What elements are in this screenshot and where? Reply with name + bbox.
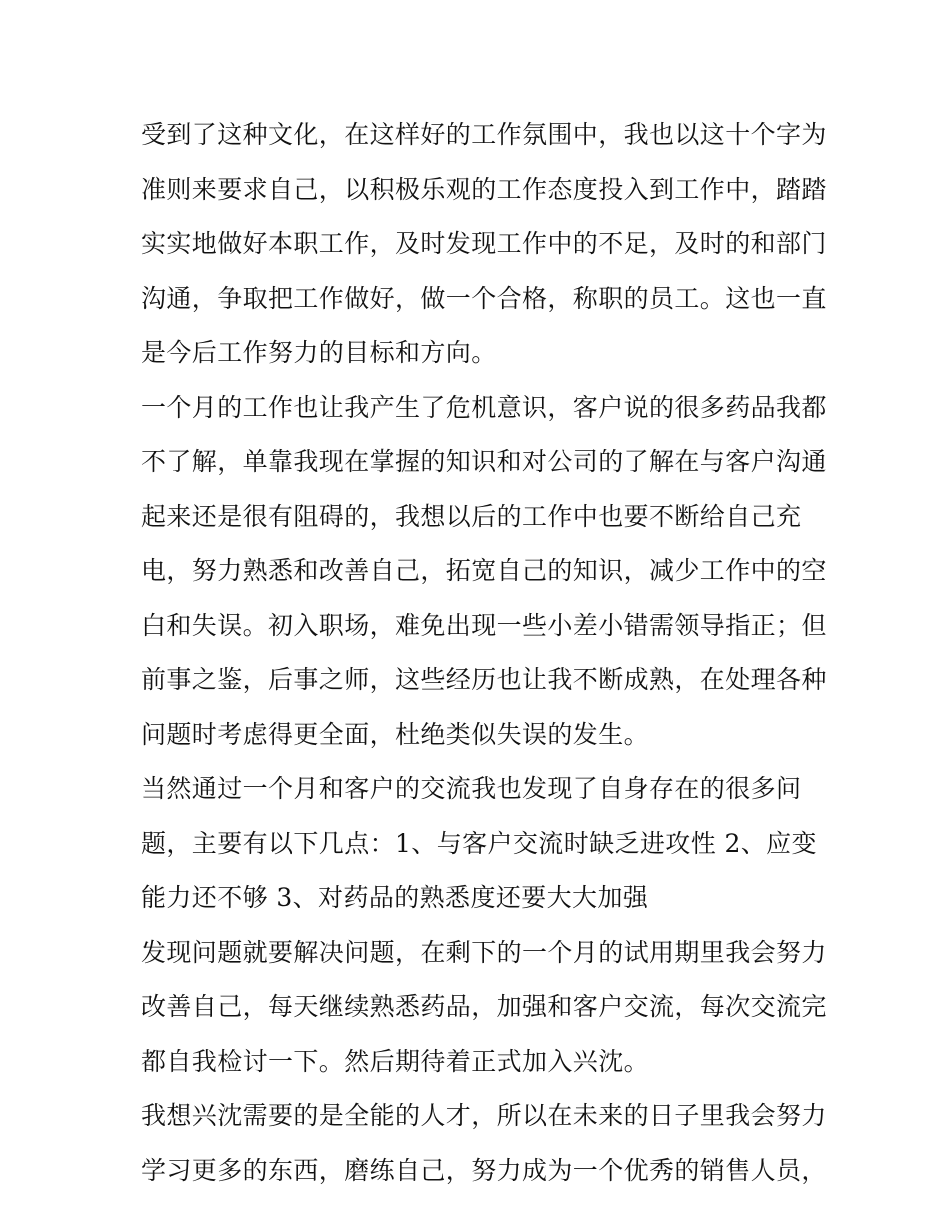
text-line: 问题时考虑得更全面，杜绝类似失误的发生。 xyxy=(141,719,650,749)
text-line: 一个月的工作也让我产生了危机意识，客户说的很多药品我都 xyxy=(141,392,827,422)
text-line: 准则来要求自己，以积极乐观的工作态度投入到工作中，踏踏 xyxy=(141,174,827,204)
text-line: 实实地做好本职工作，及时发现工作中的不足，及时的和部门 xyxy=(141,229,827,258)
text-line: 改善自己，每天继续熟悉药品，加强和客户交流，每次交流完 xyxy=(141,992,827,1021)
text-line: 题，主要有以下几点：1、与客户交流时缺乏进攻性 2、应变 xyxy=(141,828,817,858)
text-line: 起来还是很有阻碍的，我想以后的工作中也要不断给自己充 xyxy=(141,501,802,531)
text-line: 我想兴沈需要的是全能的人才，所以在未来的日子里我会努力 xyxy=(141,1101,827,1130)
text-line: 学习更多的东西，磨练自己，努力成为一个优秀的销售人员， xyxy=(141,1155,827,1185)
text-line: 受到了这种文化，在这样好的工作氛围中，我也以这十个字为 xyxy=(141,120,827,149)
text-line: 都自我检讨一下。然后期待着正式加入兴沈。 xyxy=(141,1046,650,1076)
text-line: 当然通过一个月和客户的交流我也发现了自身存在的很多问 xyxy=(141,774,802,803)
text-line: 不了解，单靠我现在掌握的知识和对公司的了解在与客户沟通 xyxy=(141,447,827,476)
text-line: 白和失误。初入职场，难免出现一些小差小错需领导指正；但 xyxy=(141,610,827,640)
body-text xyxy=(141,108,827,1198)
text-line: 沟通，争取把工作做好，做一个合格，称职的员工。这也一直 xyxy=(141,283,827,313)
text-line: 能力还不够 3、对药品的熟悉度还要大大加强 xyxy=(141,883,649,912)
text-line: 是今后工作努力的目标和方向。 xyxy=(141,338,497,367)
text-line: 发现问题就要解决问题，在剩下的一个月的试用期里我会努力 xyxy=(141,937,827,967)
text-line: 电，努力熟悉和改善自己，拓宽自己的知识，减少工作中的空 xyxy=(141,556,827,585)
text-line: 前事之鉴，后事之师，这些经历也让我不断成熟，在处理各种 xyxy=(141,665,827,694)
